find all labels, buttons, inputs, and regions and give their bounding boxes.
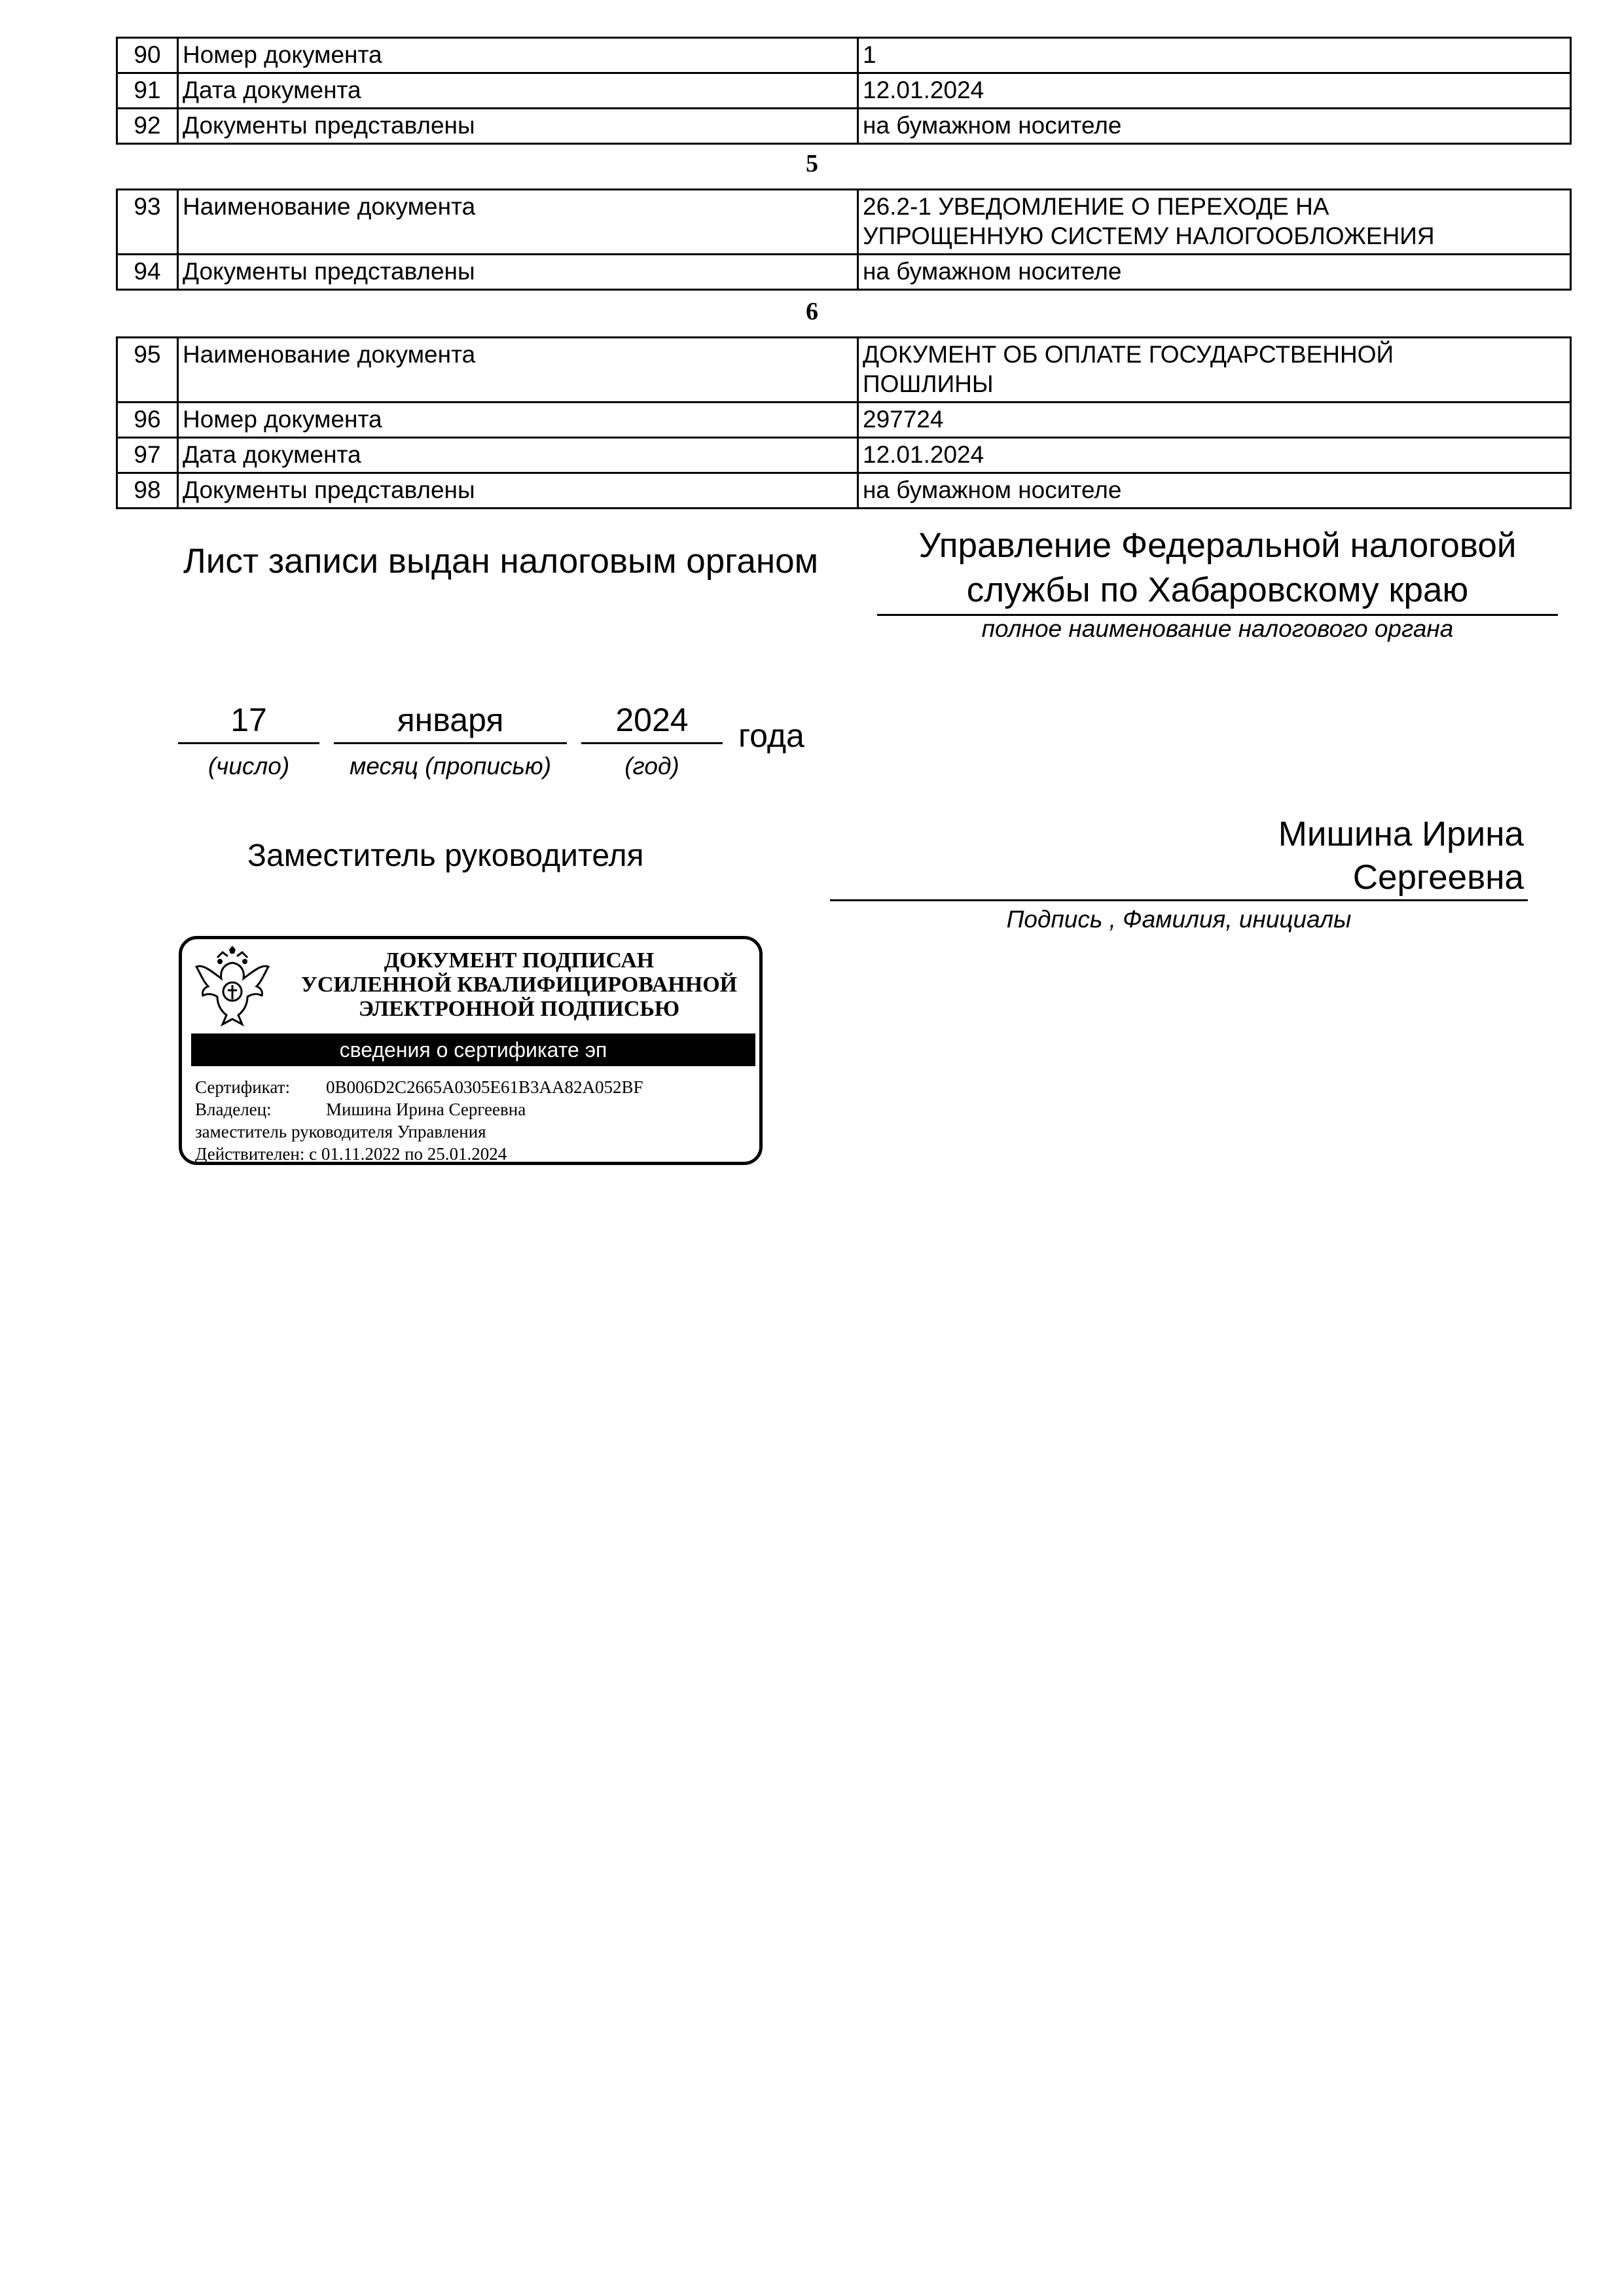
row-value: 12.01.2024 [858,73,1571,109]
table-row [117,109,1571,144]
row-value-line: ДОКУМЕНТ ОБ ОПЛАТЕ ГОСУДАРСТВЕННОЙ [863,341,1394,368]
date-month-caption: месяц (прописью) [349,753,552,780]
stamp-owner-value: Мишина Ирина Сергеевна [326,1100,526,1119]
row-value: 1 [858,38,1571,73]
row-number: 90 [117,38,178,73]
row-label: Наименование документа [178,190,858,255]
stamp-certificate-row [195,1077,643,1098]
authority-name-line: службы по Хабаровскому краю [966,571,1469,609]
row-label: Номер документа [178,403,858,438]
stamp-owner-row [195,1099,526,1120]
table-row [117,255,1571,290]
section-number: 6 [806,298,818,325]
row-number: 95 [117,338,178,403]
table-row [117,190,1571,255]
row-number: 93 [117,190,178,255]
row-label: Дата документа [178,73,858,109]
stamp-owner-label: Владелец: [195,1100,272,1119]
registry-table-3 [116,336,1572,509]
authority-name [877,524,1558,616]
stamp-heading-line: ДОКУМЕНТ ПОДПИСАН [384,948,655,973]
table-row [117,473,1571,509]
row-value: на бумажном носителе [858,109,1571,144]
row-number: 91 [117,73,178,109]
row-number: 94 [117,255,178,290]
table-row [117,403,1571,438]
row-value [858,338,1571,403]
row-number: 98 [117,473,178,509]
date-day-caption: (число) [208,753,290,780]
table-row [117,338,1571,403]
stamp-certificate-value: 0B006D2C2665A0305E61B3AA82A052BF [326,1077,643,1097]
stamp-certificate-label: Сертификат: [195,1077,290,1097]
stamp-owner-position: заместитель руководителя Управления [195,1122,486,1141]
table-row [117,73,1571,109]
date-day: 17 [178,698,319,744]
signer-position: Заместитель руководителя [247,838,644,873]
stamp-valid-row [195,1143,507,1164]
authority-caption: полное наименование налогового органа [981,615,1454,642]
stamp-valid-label: Действителен: [195,1144,305,1164]
stamp-heading-line: УСИЛЕННОЙ КВАЛИФИЦИРОВАННОЙ [300,973,738,997]
row-value [858,190,1571,255]
row-label: Дата документа [178,438,858,473]
date-year: 2024 [581,698,723,744]
signer-name [830,813,1528,901]
row-label: Документы представлены [178,255,858,290]
date-suffix: года [738,717,804,754]
row-value: 12.01.2024 [858,438,1571,473]
row-value: 297724 [858,403,1571,438]
stamp-valid-value: с 01.11.2022 по 25.01.2024 [309,1144,507,1164]
row-number: 92 [117,109,178,144]
table-row [117,38,1571,73]
table-row [117,438,1571,473]
row-value-line: 26.2-1 УВЕДОМЛЕНИЕ О ПЕРЕХОДЕ НА [863,193,1329,220]
date-year-caption: (год) [624,753,679,780]
double-headed-eagle-emblem-icon [191,944,274,1030]
signature-caption: Подпись , Фамилия, инициалы [1006,906,1352,933]
row-value: на бумажном носителе [858,473,1571,509]
registry-table-2 [116,188,1572,291]
row-value: на бумажном носителе [858,255,1571,290]
e-signature-stamp [179,936,763,1165]
stamp-certificate-bar: сведения о сертификате эп [191,1033,755,1066]
row-value-line: ПОШЛИНЫ [863,370,994,397]
row-value-line: УПРОЩЕННУЮ СИСТЕМУ НАЛОГООБЛОЖЕНИЯ [863,223,1435,249]
stamp-heading [283,948,755,1021]
issued-label: Лист записи выдан налоговым органом [183,542,819,581]
stamp-heading-line: ЭЛЕКТРОННОЙ ПОДПИСЬЮ [358,997,680,1021]
row-label: Номер документа [178,38,858,73]
section-number: 5 [806,150,818,177]
signer-name-line: Мишина Ирина [1278,815,1524,853]
date-month: января [334,698,567,744]
row-number: 97 [117,438,178,473]
row-label: Наименование документа [178,338,858,403]
authority-name-line: Управление Федеральной налоговой [918,526,1517,565]
row-number: 96 [117,403,178,438]
signer-name-line: Сергеевна [1352,858,1524,897]
row-label: Документы представлены [178,473,858,509]
row-label: Документы представлены [178,109,858,144]
registry-table-1 [116,37,1572,145]
